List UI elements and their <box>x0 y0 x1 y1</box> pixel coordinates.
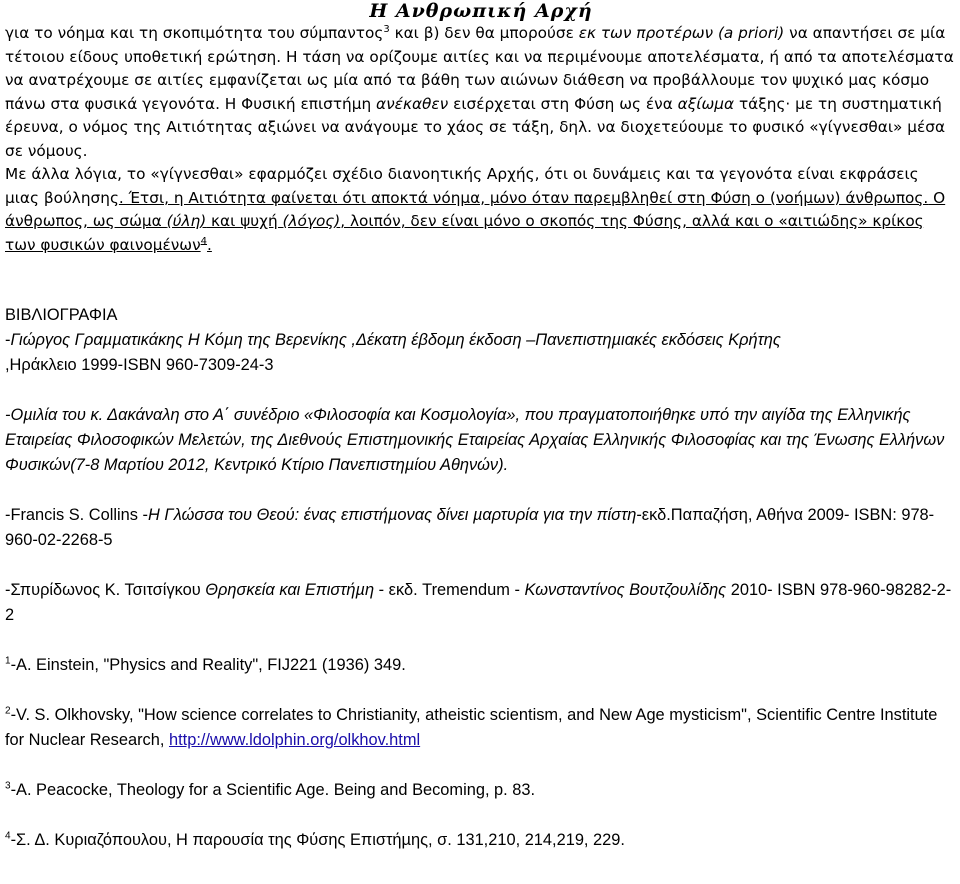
bibliography-heading: ΒΙΒΛΙΟΓΡΑΦΙΑ <box>5 306 118 324</box>
text-run: -Francis S. Collins - <box>5 506 148 524</box>
olkhov-link[interactable]: http://www.ldolphin.org/olkhov.html <box>168 731 421 749</box>
footnote-number: 1 <box>5 655 11 667</box>
bibliography-entry-4 <box>5 578 957 628</box>
text-run: τάξης· µε τη συστηµατική έρευνα, ο νόµος της Αιτιότητας αξιώνει να ανάγουµε το χάος σε τάξη, δηλ. να διοχετεύουµε το φυσικό «γίγνεσθαι» µέσα σε νόµους. <box>5 94 946 160</box>
text-run-underlined: , λοιπόν, δεν είναι µόνο ο σκοπός της Φύσης, αλλά και ο «αιτιώδης» κρίκος των φυσικών φαινοµένων <box>5 212 924 254</box>
bibliography-entry-1 <box>5 328 957 378</box>
text-run-underlined-italic: (ύλη) <box>166 212 207 230</box>
text-run: για το νόηµα και τη σκοπιµότητα του σύµπαντος <box>5 24 384 42</box>
text-run: - εκδ. Tremendum - <box>374 581 525 599</box>
text-run: 2010- ISBN 978-960-98282-2-2 <box>5 581 952 624</box>
text-run: να απαντήσει σε µία τέτοιου είδους υποθετική ερώτηση. Η τάση να ορίζουµε αιτίες και να περιµένουµε αποτελέσµατα, ή από τα αποτελέσµατα να ανατρέχουµε σε αιτίες εµφανίζεται ως µία από τα βάθη των αιώνων διάθεση να προβάλλουµε τον ψυχικό µας κόσµο πάνω στα φυσικά γεγονότα. Η Φυσική επιστήµη <box>5 24 954 113</box>
text-run: Με άλλα λόγια, το «γίγνεσθαι» εφαρµόζει σχέδιο διανοητικής Αρχής, ότι οι δυνάµεις και τα γεγονότα είναι εκφράσεις µιας βούλησης <box>5 165 919 207</box>
text-run-italic: εκ των προτέρων (a priori) <box>578 24 785 42</box>
footnote-1 <box>5 653 957 678</box>
footnote-text: -Σ. Δ. Κυριαζόπουλου, Η παρουσία της Φύσης Επιστήµης, σ. 131,210, 214,219, 229. <box>10 831 625 849</box>
bibliography-entry-3 <box>5 503 957 553</box>
bibliography-section <box>5 303 957 853</box>
footnote-text: -V. S. Olkhovsky, "How science correlates to Christianity, atheistic scientism, and New Age mysticism", Scientific Centre Institute for Nuclear Research, <box>5 706 938 749</box>
page-title: Η Ανθρωπική Αρχή <box>369 0 593 22</box>
text-run: εισέρχεται στη Φύση ως ένα <box>448 94 678 113</box>
text-run-italic: Θρησκεία και Επιστήµη <box>205 581 375 599</box>
document-page <box>5 0 957 853</box>
paragraph-2 <box>5 163 957 257</box>
footnote-ref-4: 4 <box>200 235 208 247</box>
text-run-italic: αξίωµα <box>677 94 735 113</box>
text-run-underlined: και ψυχή <box>206 212 283 230</box>
footnote-2 <box>5 703 957 753</box>
paragraph-1 <box>5 22 957 163</box>
footnote-number: 3 <box>5 780 11 792</box>
footnote-4 <box>5 828 957 853</box>
text-run: και β) δεν θα µπορούσε <box>389 24 579 42</box>
footnote-3 <box>5 778 957 803</box>
text-run-underlined: Ο άνθρωπος, ως σώµα <box>5 188 946 230</box>
text-run-italic: ανέκαθεν <box>376 94 449 113</box>
text-run-underlined: . <box>207 235 212 254</box>
footnote-number: 2 <box>5 705 11 717</box>
text-run-italic: Κωνσταντίνος Βουτζουλίδης <box>524 581 727 599</box>
footnote-text: -A. Einstein, "Physics and Reality", FIJ221 (1936) 349. <box>10 656 406 674</box>
text-run-italic: Η Γλώσσα του Θεού: ένας επιστήµονας δίνει µαρτυρία για την πίστη <box>148 506 637 524</box>
bibliography-entry-2: -Οµιλία του κ. Δακάναλη στο Α΄ συνέδριο «Φιλοσοφία και Κοσµολογία», που πραγµατοποιήθηκε υπό την αιγίδα της Ελληνικής Εταιρείας Φιλοσοφικών Μελετών, της Διεθνούς Επιστηµονικής Εταιρείας Αρχαίας Ελληνικής Φιλοσοφίας και της Ένωσης Ελλήνων Φυσικών(7-8 Μαρτίου 2012, Κεντρικό Κτίριο Πανεπιστηµίου Αθηνών). <box>5 406 945 474</box>
footnote-ref-3: 3 <box>383 23 390 35</box>
text-run: -Σπυρίδωνος Κ. Τσιτσίγκου <box>5 581 206 599</box>
footnote-text: -A. Peacocke, Theology for a Scientific Age. Being and Becoming, p. 83. <box>10 781 536 799</box>
text-run: - <box>5 331 11 349</box>
text-run-underlined: . Έτσι, η Αιτιότητα φαίνεται ότι αποκτά νόηµα, µόνο όταν παρεµβληθεί στη Φύση ο (νοήµων) άνθρωπος. <box>118 188 929 207</box>
text-run-underlined-italic: (λόγος) <box>282 212 341 230</box>
footnote-number: 4 <box>5 830 11 842</box>
text-run-italic: Γιώργος Γραµµατικάκης Η Κόµη της Βερενίκης ,Δέκατη έβδοµη έκδοση –Πανεπιστηµιακές εκδόσεις Κρήτης <box>10 331 781 349</box>
text-run: ,Ηράκλειο 1999-ISBN 960-7309-24-3 <box>5 356 274 374</box>
text-run: -εκδ.Παπαζήση, Αθήνα 2009- ISBN: 978-960-02-2268-5 <box>5 506 935 549</box>
